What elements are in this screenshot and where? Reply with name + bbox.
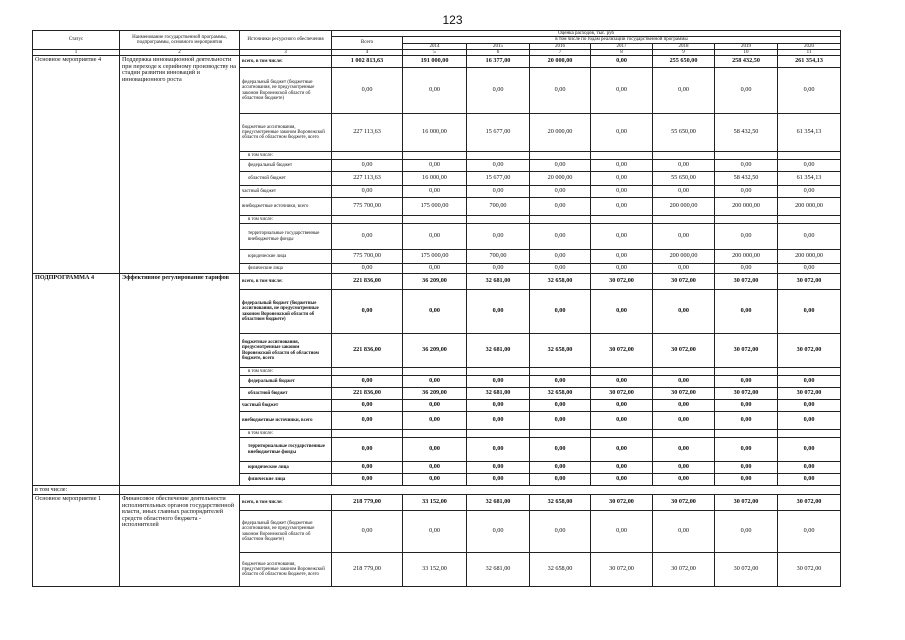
row-value: 0,00 bbox=[653, 412, 715, 430]
row-value: 16 000,00 bbox=[403, 172, 467, 186]
row-value: 32 681,00 bbox=[467, 553, 530, 587]
row-value: 0,00 bbox=[715, 474, 778, 486]
row-value: 775 700,00 bbox=[332, 250, 403, 264]
row-value: 1 002 813,63 bbox=[332, 56, 403, 68]
row-value: 0,00 bbox=[530, 68, 591, 114]
row-value: 0,00 bbox=[653, 68, 715, 114]
row-value: 16 000,00 bbox=[403, 114, 467, 152]
row-value: 30 072,00 bbox=[653, 334, 715, 368]
row-value: 30 072,00 bbox=[778, 334, 841, 368]
row-value: 0,00 bbox=[715, 186, 778, 198]
row-value: 30 072,00 bbox=[778, 388, 841, 400]
row-value: 221 836,00 bbox=[332, 334, 403, 368]
row-value bbox=[403, 152, 467, 160]
row-value: 0,00 bbox=[715, 438, 778, 462]
row-value: 0,00 bbox=[591, 511, 653, 553]
row-value: 0,00 bbox=[332, 438, 403, 462]
row-value: 0,00 bbox=[332, 462, 403, 474]
row-value: 200 000,00 bbox=[778, 250, 841, 264]
row-value bbox=[332, 216, 403, 224]
row-value bbox=[778, 368, 841, 376]
row-value: 0,00 bbox=[591, 400, 653, 412]
row-value bbox=[403, 216, 467, 224]
row-value: 0,00 bbox=[778, 160, 841, 172]
header-year: 2018 bbox=[653, 43, 715, 49]
row-value: 0,00 bbox=[467, 264, 530, 274]
resource-table bbox=[32, 30, 841, 587]
row-source: всего, в том числе: bbox=[240, 56, 332, 68]
row-value: 33 152,00 bbox=[403, 495, 467, 511]
row-source: в том числе: bbox=[240, 152, 332, 160]
row-value: 0,00 bbox=[467, 224, 530, 250]
row-value: 36 209,00 bbox=[403, 388, 467, 400]
row-value: 30 072,00 bbox=[715, 553, 778, 587]
row-value: 0,00 bbox=[467, 511, 530, 553]
header-year: 2017 bbox=[591, 43, 653, 49]
row-value: 227 113,63 bbox=[332, 114, 403, 152]
table-row bbox=[33, 495, 841, 511]
row-value: 0,00 bbox=[530, 438, 591, 462]
table-row bbox=[33, 56, 841, 68]
row-value: 32 681,00 bbox=[467, 274, 530, 290]
row-program-name: Поддержка инновационной деятельности при переходе к серийному производству на стадии развития инноваций и инновационного роста bbox=[120, 56, 240, 274]
row-source: бюджетные ассигнования, предусмотренные законом Воронежской области об областном бюджете, всего bbox=[240, 114, 332, 152]
row-value: 0,00 bbox=[715, 68, 778, 114]
row-value: 0,00 bbox=[715, 400, 778, 412]
row-value bbox=[467, 152, 530, 160]
row-value: 0,00 bbox=[778, 438, 841, 462]
row-value: 0,00 bbox=[403, 290, 467, 334]
row-value: 0,00 bbox=[591, 224, 653, 250]
row-value: 0,00 bbox=[332, 376, 403, 388]
row-source: бюджетные ассигнования, предусмотренные законом Воронежской области об областном бюджете, всего bbox=[240, 334, 332, 368]
row-source: частный бюджет bbox=[240, 186, 332, 198]
header-by-years: в том числе по годам реализации государственной программы bbox=[403, 37, 841, 43]
header-year: 2016 bbox=[530, 43, 591, 49]
row-value: 0,00 bbox=[530, 474, 591, 486]
row-source: областной бюджет bbox=[240, 172, 332, 186]
row-value: 0,00 bbox=[591, 114, 653, 152]
row-source: в том числе: bbox=[240, 216, 332, 224]
row-value: 0,00 bbox=[591, 412, 653, 430]
row-value: 0,00 bbox=[591, 186, 653, 198]
row-value bbox=[467, 430, 530, 438]
row-value: 20 000,00 bbox=[530, 56, 591, 68]
row-value: 0,00 bbox=[530, 160, 591, 172]
row-value: 0,00 bbox=[530, 376, 591, 388]
row-value: 0,00 bbox=[653, 438, 715, 462]
row-value: 0,00 bbox=[591, 68, 653, 114]
row-value: 0,00 bbox=[403, 160, 467, 172]
header-year: 2015 bbox=[467, 43, 530, 49]
row-value bbox=[591, 368, 653, 376]
row-value: 33 152,00 bbox=[403, 553, 467, 587]
row-value: 58 432,50 bbox=[715, 114, 778, 152]
row-value bbox=[403, 430, 467, 438]
row-value: 32 658,00 bbox=[530, 274, 591, 290]
row-value bbox=[778, 152, 841, 160]
row-value bbox=[653, 430, 715, 438]
header-estimate: Оценка расходов, тыс. руб bbox=[332, 31, 841, 37]
row-value: 0,00 bbox=[591, 56, 653, 68]
row-value: 30 072,00 bbox=[591, 274, 653, 290]
row-value: 0,00 bbox=[467, 438, 530, 462]
row-value: 0,00 bbox=[591, 160, 653, 172]
row-value: 30 072,00 bbox=[653, 274, 715, 290]
row-value: 775 700,00 bbox=[332, 198, 403, 216]
row-value: 0,00 bbox=[403, 462, 467, 474]
row-value: 0,00 bbox=[332, 264, 403, 274]
row-value: 0,00 bbox=[530, 198, 591, 216]
row-value bbox=[653, 216, 715, 224]
row-value bbox=[467, 368, 530, 376]
row-value: 0,00 bbox=[467, 290, 530, 334]
row-value: 0,00 bbox=[332, 400, 403, 412]
row-value: 30 072,00 bbox=[653, 553, 715, 587]
row-value bbox=[591, 216, 653, 224]
column-number: 3 bbox=[240, 49, 332, 55]
row-value: 61 354,13 bbox=[778, 114, 841, 152]
row-value: 0,00 bbox=[403, 438, 467, 462]
row-value: 0,00 bbox=[467, 400, 530, 412]
row-value: 30 072,00 bbox=[715, 334, 778, 368]
row-value: 0,00 bbox=[591, 462, 653, 474]
row-value: 0,00 bbox=[403, 400, 467, 412]
row-source: всего, в том числе: bbox=[240, 495, 332, 511]
row-source: юридические лица bbox=[240, 250, 332, 264]
row-value: 30 072,00 bbox=[778, 553, 841, 587]
row-value bbox=[332, 368, 403, 376]
row-value: 200 000,00 bbox=[778, 198, 841, 216]
header-year: 2020 bbox=[778, 43, 841, 49]
row-value: 0,00 bbox=[530, 250, 591, 264]
row-value: 0,00 bbox=[778, 264, 841, 274]
row-value: 20 000,00 bbox=[530, 114, 591, 152]
row-value: 30 072,00 bbox=[591, 495, 653, 511]
row-source: физические лица bbox=[240, 264, 332, 274]
row-value: 0,00 bbox=[403, 376, 467, 388]
row-value: 0,00 bbox=[467, 474, 530, 486]
row-value: 200 000,00 bbox=[653, 198, 715, 216]
header-year: 2014 bbox=[403, 43, 467, 49]
column-number: 10 bbox=[715, 49, 778, 55]
row-value: 32 658,00 bbox=[530, 334, 591, 368]
table-header bbox=[33, 31, 841, 56]
row-value: 0,00 bbox=[591, 376, 653, 388]
row-value: 0,00 bbox=[715, 264, 778, 274]
row-value: 0,00 bbox=[715, 160, 778, 172]
row-value: 20 000,00 bbox=[530, 172, 591, 186]
row-value: 218 779,00 bbox=[332, 553, 403, 587]
row-value: 255 650,00 bbox=[653, 56, 715, 68]
row-value: 0,00 bbox=[530, 511, 591, 553]
row-value: 0,00 bbox=[530, 290, 591, 334]
header-name: Наименование государственной программы, подпрограммы, основного мероприятия bbox=[120, 31, 240, 50]
row-value: 258 432,50 bbox=[715, 56, 778, 68]
row-value: 0,00 bbox=[403, 68, 467, 114]
row-source: федеральный бюджет bbox=[240, 160, 332, 172]
row-value: 700,00 bbox=[467, 198, 530, 216]
row-value bbox=[591, 430, 653, 438]
row-source: физические лица bbox=[240, 474, 332, 486]
row-source: всего, в том числе: bbox=[240, 274, 332, 290]
row-value: 261 354,13 bbox=[778, 56, 841, 68]
row-value bbox=[653, 368, 715, 376]
row-value: 227 113,63 bbox=[332, 172, 403, 186]
row-status: Основное мероприятие 4 bbox=[33, 56, 120, 274]
row-value: 15 677,00 bbox=[467, 114, 530, 152]
row-value bbox=[332, 430, 403, 438]
row-value: 200 000,00 bbox=[715, 250, 778, 264]
row-value: 0,00 bbox=[467, 186, 530, 198]
row-value: 0,00 bbox=[778, 376, 841, 388]
row-value: 32 681,00 bbox=[467, 495, 530, 511]
row-value: 0,00 bbox=[332, 412, 403, 430]
column-number: 7 bbox=[530, 49, 591, 55]
row-value: 0,00 bbox=[778, 186, 841, 198]
column-number: 1 bbox=[33, 49, 120, 55]
row-value: 32 658,00 bbox=[530, 553, 591, 587]
row-value: 0,00 bbox=[530, 462, 591, 474]
header-status: Статус bbox=[33, 31, 120, 50]
column-number: 8 bbox=[591, 49, 653, 55]
row-value: 0,00 bbox=[591, 172, 653, 186]
row-value: 0,00 bbox=[591, 474, 653, 486]
row-source: федеральный бюджет (бюджетные ассигнования, не предусмотренные законом Воронежской области об областном бюджете) bbox=[240, 290, 332, 334]
row-value: 200 000,00 bbox=[653, 250, 715, 264]
row-value: 0,00 bbox=[778, 462, 841, 474]
row-value: 0,00 bbox=[653, 290, 715, 334]
row-value bbox=[530, 368, 591, 376]
row-value: 0,00 bbox=[403, 511, 467, 553]
row-value: 0,00 bbox=[467, 160, 530, 172]
row-value: 0,00 bbox=[778, 474, 841, 486]
row-value: 32 658,00 bbox=[530, 388, 591, 400]
column-number: 9 bbox=[653, 49, 715, 55]
row-value: 0,00 bbox=[591, 250, 653, 264]
row-value: 36 209,00 bbox=[403, 334, 467, 368]
row-program-name: Эффективное регулирование тарифов bbox=[120, 274, 240, 486]
row-value: 0,00 bbox=[403, 264, 467, 274]
row-value: 221 836,00 bbox=[332, 388, 403, 400]
row-value: 0,00 bbox=[653, 186, 715, 198]
row-value: 30 072,00 bbox=[715, 274, 778, 290]
row-source: бюджетные ассигнования, предусмотренные законом Воронежской области об областном бюджете, всего bbox=[240, 553, 332, 587]
row-source: федеральный бюджет (бюджетные ассигнования, не предусмотренные законом Воронежской области об областном бюджете) bbox=[240, 68, 332, 114]
row-value: 0,00 bbox=[332, 186, 403, 198]
row-source: внебюджетные источники, всего bbox=[240, 198, 332, 216]
row-source: частный бюджет bbox=[240, 400, 332, 412]
row-value: 221 836,00 bbox=[332, 274, 403, 290]
row-value: 0,00 bbox=[715, 412, 778, 430]
row-value: 30 072,00 bbox=[591, 334, 653, 368]
row-value: 0,00 bbox=[530, 400, 591, 412]
column-number: 4 bbox=[332, 49, 403, 55]
column-number: 5 bbox=[403, 49, 467, 55]
row-value: 0,00 bbox=[332, 160, 403, 172]
table-row bbox=[33, 274, 841, 290]
row-value bbox=[653, 152, 715, 160]
row-value: 0,00 bbox=[467, 376, 530, 388]
row-value: 0,00 bbox=[332, 290, 403, 334]
row-value: 0,00 bbox=[778, 412, 841, 430]
row-value: 191 000,00 bbox=[403, 56, 467, 68]
column-number: 2 bbox=[120, 49, 240, 55]
header-year: 2019 bbox=[715, 43, 778, 49]
row-value: 61 354,13 bbox=[778, 172, 841, 186]
row-value: 55 650,00 bbox=[653, 172, 715, 186]
row-source: территориальные государственные внебюджетные фонды bbox=[240, 224, 332, 250]
row-source: в том числе: bbox=[240, 430, 332, 438]
row-value: 0,00 bbox=[653, 264, 715, 274]
row-value: 0,00 bbox=[467, 462, 530, 474]
row-value: 0,00 bbox=[653, 160, 715, 172]
row-value bbox=[467, 216, 530, 224]
row-value: 15 677,00 bbox=[467, 172, 530, 186]
row-value: 0,00 bbox=[715, 224, 778, 250]
row-value: 0,00 bbox=[778, 290, 841, 334]
row-value: 0,00 bbox=[778, 224, 841, 250]
row-value: 0,00 bbox=[530, 224, 591, 250]
row-value bbox=[715, 216, 778, 224]
row-value: 55 650,00 bbox=[653, 114, 715, 152]
row-value bbox=[715, 368, 778, 376]
row-value: 30 072,00 bbox=[778, 274, 841, 290]
row-status: Основное мероприятие 1 bbox=[33, 495, 120, 587]
row-value: 30 072,00 bbox=[591, 553, 653, 587]
row-value: 32 681,00 bbox=[467, 334, 530, 368]
row-value: 0,00 bbox=[467, 412, 530, 430]
row-value: 200 000,00 bbox=[715, 198, 778, 216]
row-source: федеральный бюджет (бюджетные ассигнования, не предусмотренные законом Воронежской области об областном бюджете) bbox=[240, 511, 332, 553]
row-value: 0,00 bbox=[653, 224, 715, 250]
row-value bbox=[332, 152, 403, 160]
row-source: областной бюджет bbox=[240, 388, 332, 400]
row-value: 0,00 bbox=[653, 511, 715, 553]
row-value: 58 432,50 bbox=[715, 172, 778, 186]
row-source: федеральный бюджет bbox=[240, 376, 332, 388]
row-value: 0,00 bbox=[778, 400, 841, 412]
row-source: в том числе: bbox=[240, 368, 332, 376]
row-value: 0,00 bbox=[332, 511, 403, 553]
row-value: 0,00 bbox=[403, 224, 467, 250]
row-value: 0,00 bbox=[715, 511, 778, 553]
row-value: 0,00 bbox=[778, 68, 841, 114]
row-value: 0,00 bbox=[591, 438, 653, 462]
row-value: 30 072,00 bbox=[653, 388, 715, 400]
section-divider: в том числе: bbox=[33, 486, 120, 495]
row-value: 32 658,00 bbox=[530, 495, 591, 511]
row-value: 0,00 bbox=[653, 400, 715, 412]
row-value: 0,00 bbox=[332, 68, 403, 114]
row-value: 0,00 bbox=[332, 474, 403, 486]
row-value: 0,00 bbox=[403, 474, 467, 486]
row-value: 30 072,00 bbox=[778, 495, 841, 511]
row-value: 0,00 bbox=[530, 412, 591, 430]
row-value bbox=[530, 430, 591, 438]
row-value: 30 072,00 bbox=[591, 388, 653, 400]
row-value: 0,00 bbox=[332, 224, 403, 250]
row-value: 0,00 bbox=[778, 511, 841, 553]
row-value: 0,00 bbox=[653, 462, 715, 474]
row-status: ПОДПРОГРАММА 4 bbox=[33, 274, 120, 486]
header-source: Источники ресурсного обеспечения bbox=[240, 31, 332, 50]
row-value: 0,00 bbox=[715, 290, 778, 334]
row-value: 30 072,00 bbox=[653, 495, 715, 511]
column-number: 11 bbox=[778, 49, 841, 55]
row-value: 0,00 bbox=[715, 462, 778, 474]
row-value: 0,00 bbox=[403, 186, 467, 198]
row-value: 0,00 bbox=[467, 68, 530, 114]
row-source: юридические лица bbox=[240, 462, 332, 474]
row-value: 0,00 bbox=[403, 412, 467, 430]
row-value: 218 779,00 bbox=[332, 495, 403, 511]
row-program-name: Финансовое обеспечение деятельности исполнительных органов государственной власти, иных главных распорядителей средств областного бюджета - исполнителей bbox=[120, 495, 240, 587]
row-value: 175 000,00 bbox=[403, 198, 467, 216]
row-value: 32 681,00 bbox=[467, 388, 530, 400]
row-value: 0,00 bbox=[591, 198, 653, 216]
row-value: 0,00 bbox=[530, 186, 591, 198]
row-value bbox=[530, 216, 591, 224]
row-value: 0,00 bbox=[530, 264, 591, 274]
row-value bbox=[403, 368, 467, 376]
row-value: 700,00 bbox=[467, 250, 530, 264]
row-value: 30 072,00 bbox=[715, 388, 778, 400]
row-value: 0,00 bbox=[653, 474, 715, 486]
column-number: 6 bbox=[467, 49, 530, 55]
row-value: 36 209,00 bbox=[403, 274, 467, 290]
row-value bbox=[715, 152, 778, 160]
page-number: 123 bbox=[442, 13, 463, 27]
row-value: 0,00 bbox=[653, 376, 715, 388]
row-value bbox=[591, 152, 653, 160]
row-source: внебюджетные источники, всего bbox=[240, 412, 332, 430]
row-value bbox=[715, 430, 778, 438]
row-value: 175 000,00 bbox=[403, 250, 467, 264]
divider-spacer bbox=[120, 486, 841, 495]
row-value bbox=[778, 430, 841, 438]
row-value: 30 072,00 bbox=[715, 495, 778, 511]
row-value: 0,00 bbox=[591, 264, 653, 274]
row-source: территориальные государственные внебюджетные фонды bbox=[240, 438, 332, 462]
row-value bbox=[530, 152, 591, 160]
row-value bbox=[778, 216, 841, 224]
header-total: Всего bbox=[332, 37, 403, 50]
row-value: 0,00 bbox=[591, 290, 653, 334]
row-value: 16 377,00 bbox=[467, 56, 530, 68]
row-value: 0,00 bbox=[715, 376, 778, 388]
